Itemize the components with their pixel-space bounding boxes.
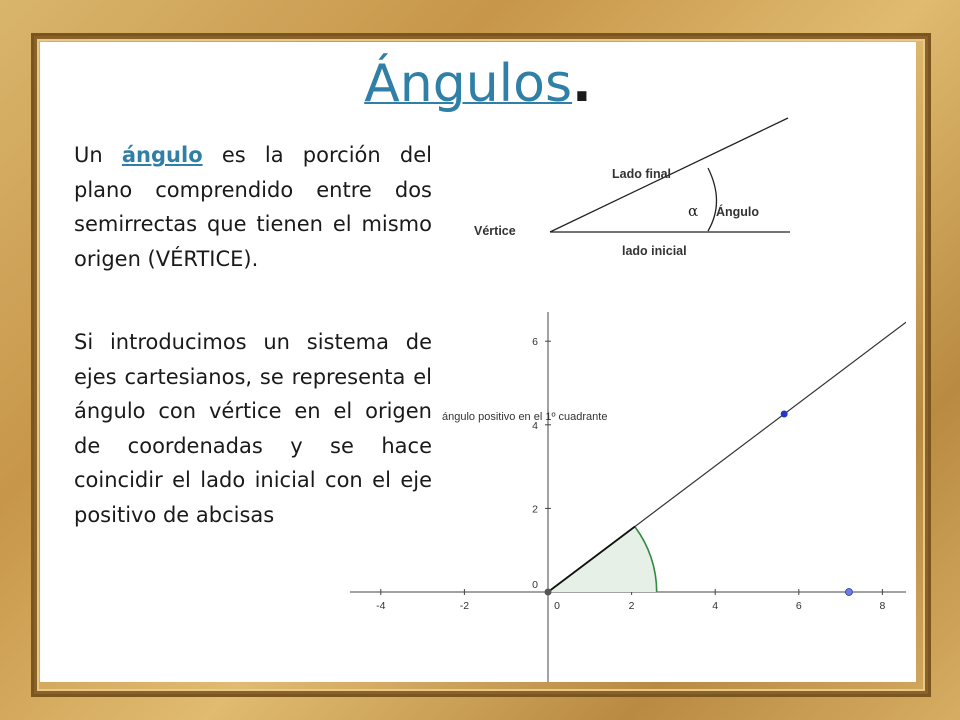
definition-paragraph xyxy=(74,138,432,276)
definition-prefix: Un xyxy=(74,143,122,167)
angle-diagram xyxy=(450,112,810,272)
x-tick-label: 2 xyxy=(628,600,635,612)
label-angulo: Ángulo xyxy=(716,205,760,219)
x-tick-label: 6 xyxy=(795,600,802,612)
definition-rest: es la porción del plano comprendido entre dos semirrectas que tienen el mismo origen (VÉRTICE). xyxy=(74,143,432,271)
y-tick-label: 2 xyxy=(532,503,538,516)
page-title xyxy=(40,50,916,118)
cartesian-paragraph: Si introducimos un sistema de ejes cartesianos, se representa el ángulo con vértice en el origen de coordenadas y se hace coincidir el lado inicial con el eje positivo de abcisas xyxy=(74,330,432,527)
label-lado-inicial: lado inicial xyxy=(622,244,687,258)
y-tick-label: 0 xyxy=(532,579,538,591)
point-on-terminal-side xyxy=(781,411,788,418)
point-on-initial-side xyxy=(845,589,852,596)
x-tick-label: 8 xyxy=(879,600,886,612)
y-tick-label: 4 xyxy=(532,419,538,432)
x-tick-label: -4 xyxy=(376,600,386,612)
angle-arc xyxy=(708,168,717,231)
x-tick-label: 0 xyxy=(554,600,560,612)
alpha-symbol: α xyxy=(688,202,699,220)
y-tick-label: 6 xyxy=(532,336,538,349)
title-link[interactable]: Ángulos xyxy=(364,54,573,114)
title-suffix: . xyxy=(572,54,592,114)
x-tick-label: -2 xyxy=(459,600,470,612)
angle-sector xyxy=(548,527,657,592)
graph-annotation: ángulo positivo en el 1º cuadrante xyxy=(442,411,608,423)
whiteboard xyxy=(40,42,916,682)
angle-keyword-link[interactable]: ángulo xyxy=(121,143,203,167)
label-lado-final: Lado final xyxy=(612,167,672,181)
x-tick-label: 4 xyxy=(712,600,719,612)
cartesian-graph xyxy=(340,312,906,682)
label-vertice: Vértice xyxy=(474,224,516,238)
origin-point xyxy=(545,589,552,596)
